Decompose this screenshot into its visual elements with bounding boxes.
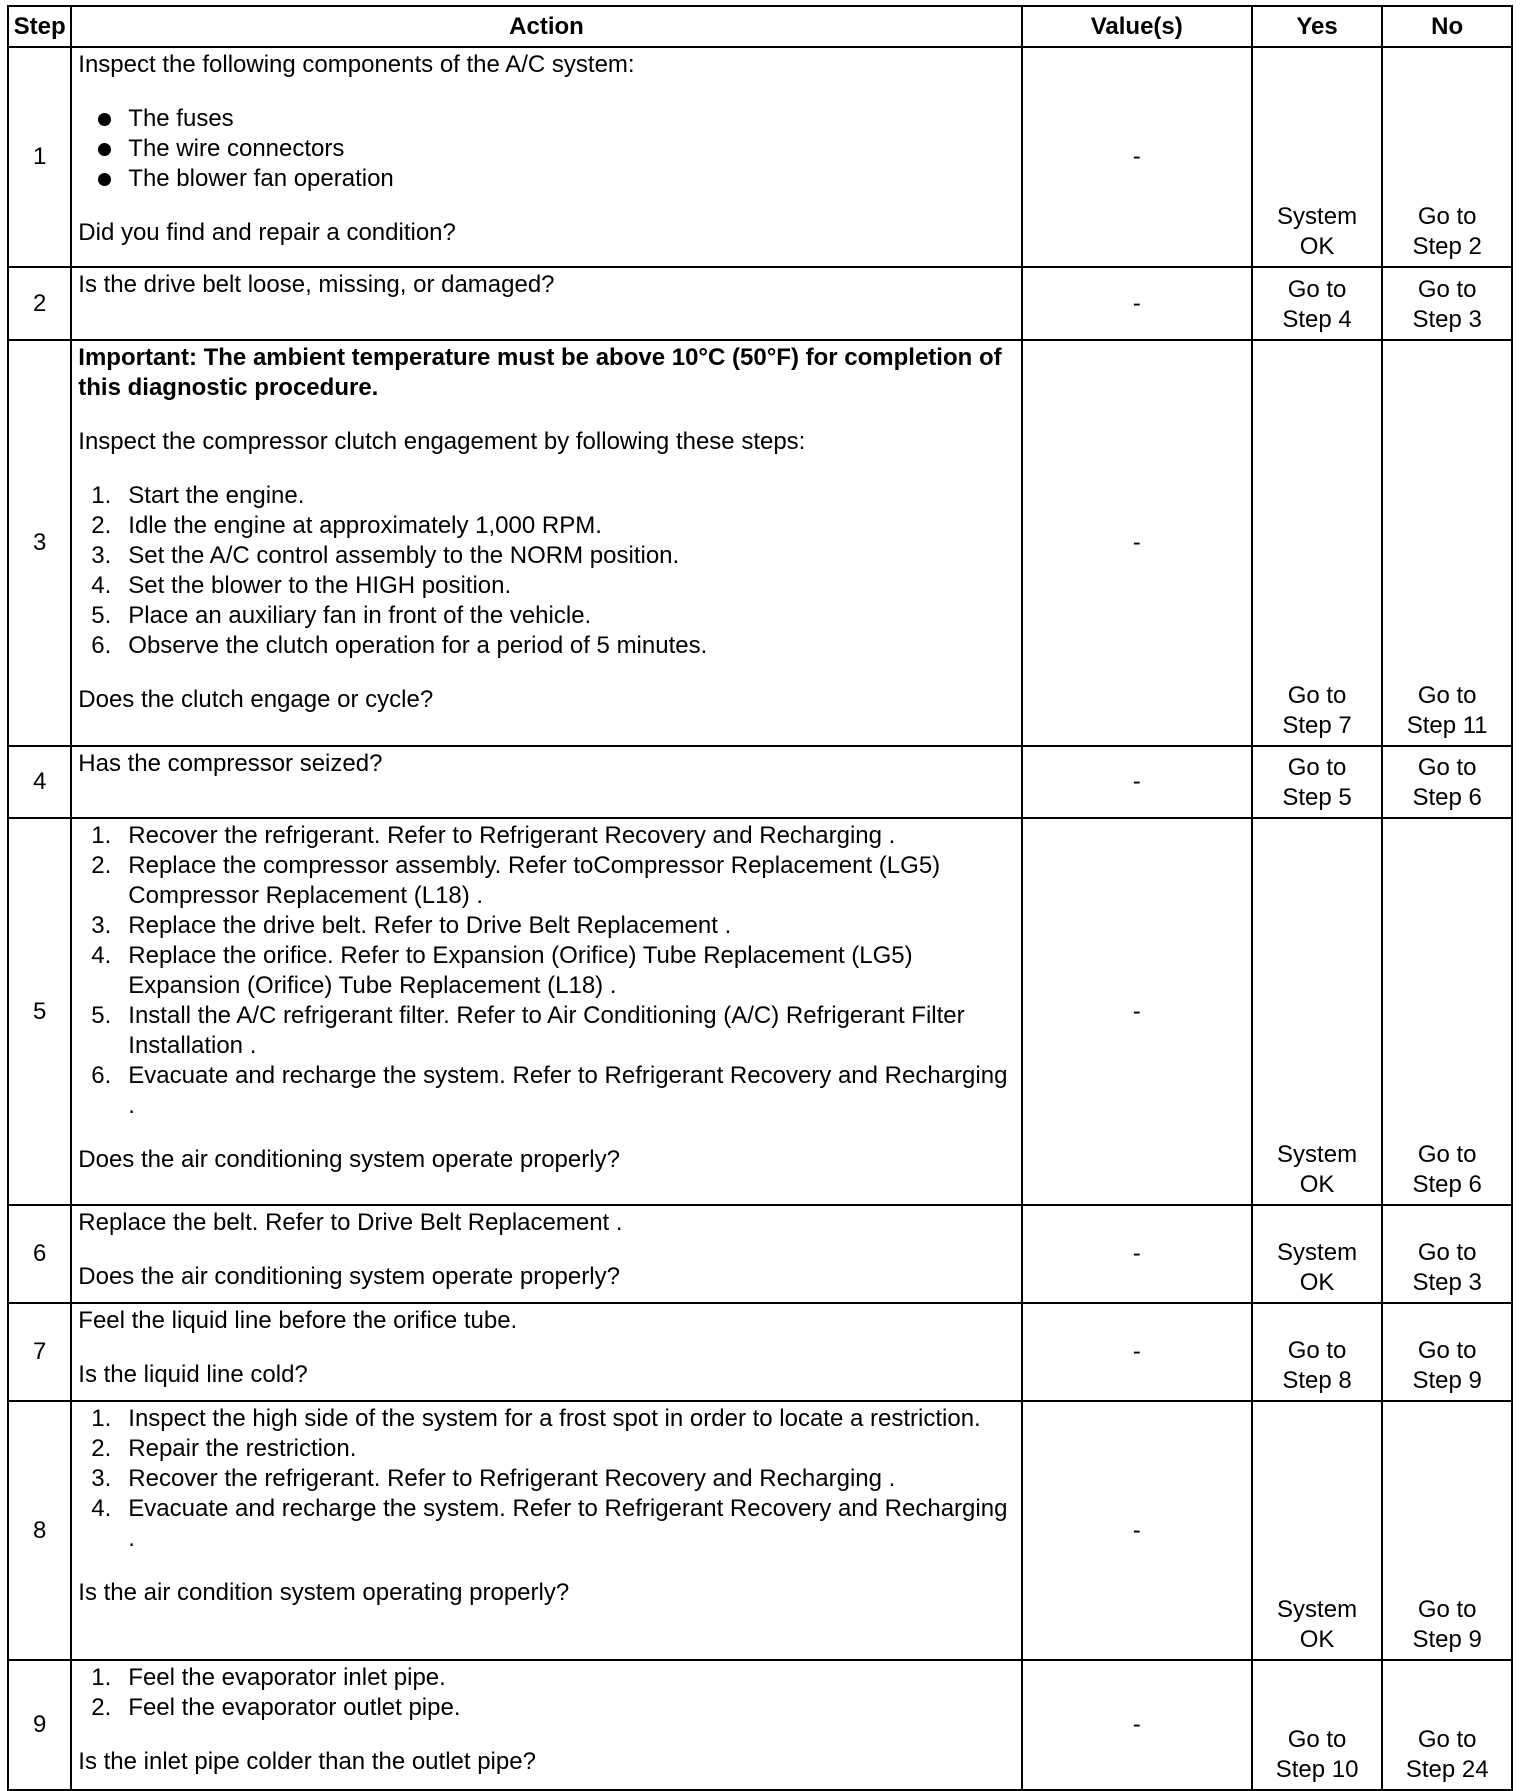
- table-row: [8, 340, 1512, 746]
- numbered-step: [78, 1663, 1010, 1693]
- step-index: 5.: [91, 1002, 112, 1029]
- yes-outcome: [1252, 47, 1383, 267]
- yes-outcome: [1252, 267, 1383, 340]
- action-cell: [71, 1205, 1021, 1303]
- step-text: Set the blower to the HIGH position.: [128, 572, 512, 599]
- no-outcome-line: Go to: [1417, 1596, 1477, 1623]
- no-outcome: [1382, 267, 1512, 340]
- no-outcome-line: Step 9: [1412, 1626, 1482, 1653]
- yes-outcome-line: Go to: [1287, 1337, 1347, 1364]
- no-outcome-line: Go to: [1417, 682, 1477, 709]
- step-number: 9: [8, 1660, 71, 1790]
- yes-outcome: [1252, 818, 1383, 1205]
- bullet-dot-icon: [98, 113, 111, 126]
- bullet-item: [78, 134, 1010, 164]
- no-outcome: [1382, 1303, 1512, 1401]
- step-number: 5: [8, 818, 71, 1205]
- no-outcome: [1382, 1205, 1512, 1303]
- table-row: [8, 818, 1512, 1205]
- action-cell: [71, 1303, 1021, 1401]
- no-outcome-line: Go to: [1417, 1239, 1477, 1266]
- table-row: [8, 1205, 1512, 1303]
- numbered-step: [78, 1693, 1010, 1723]
- step-index: 1.: [91, 1664, 112, 1691]
- step-text: Place an auxiliary fan in front of the vehicle.: [128, 602, 592, 629]
- step-text: Repair the restriction.: [128, 1435, 357, 1462]
- table-row: [8, 267, 1512, 340]
- numbered-step: [78, 1434, 1010, 1464]
- step-text: Idle the engine at approximately 1,000 RPM.: [128, 512, 602, 539]
- yes-outcome: [1252, 1401, 1383, 1660]
- action-cell: [71, 1401, 1021, 1660]
- no-outcome-line: Step 3: [1412, 1269, 1482, 1296]
- step-text: Install the A/C refrigerant filter. Refer to Air Conditioning (A/C) Refrigerant Filter Installation .: [128, 1002, 965, 1059]
- no-outcome-line: Step 24: [1405, 1756, 1489, 1783]
- bullet-dot-icon: [98, 173, 111, 186]
- yes-outcome-line: System: [1277, 1141, 1358, 1168]
- step-text: Evacuate and recharge the system. Refer to Refrigerant Recovery and Recharging .: [128, 1495, 1008, 1552]
- yes-outcome-line: Step 10: [1275, 1756, 1359, 1783]
- step-text: Evacuate and recharge the system. Refer to Refrigerant Recovery and Recharging .: [128, 1062, 1008, 1119]
- diagnostic-table: [7, 5, 1513, 1791]
- action-cell: [71, 746, 1021, 818]
- action-question: Is the drive belt loose, missing, or damaged?: [78, 271, 555, 298]
- action-question: Did you find and repair a condition?: [78, 219, 456, 246]
- no-outcome-line: Go to: [1417, 1337, 1477, 1364]
- numbered-step: [78, 1404, 1010, 1434]
- no-outcome-line: Go to: [1417, 203, 1477, 230]
- step-number: 1: [8, 47, 71, 267]
- action-cell: [71, 267, 1021, 340]
- step-index: 4.: [91, 1495, 112, 1522]
- numbered-step: [78, 1494, 1010, 1554]
- action-question: Does the air conditioning system operate properly?: [78, 1146, 620, 1173]
- no-outcome-line: Step 9: [1412, 1367, 1482, 1394]
- action-intro: Inspect the following components of the A/C system:: [78, 51, 635, 78]
- numbered-step: [78, 1464, 1010, 1494]
- step-index: 5.: [91, 602, 112, 629]
- step-text: Start the engine.: [128, 482, 305, 509]
- action-cell: [71, 47, 1021, 267]
- no-outcome-line: Step 6: [1412, 784, 1482, 811]
- yes-outcome-line: OK: [1299, 1171, 1335, 1198]
- numbered-step: [78, 911, 1010, 941]
- bullet-dot-icon: [98, 143, 111, 156]
- step-text: Replace the drive belt. Refer to Drive Belt Replacement .: [128, 912, 732, 939]
- step-index: 3.: [91, 542, 112, 569]
- table-row: [8, 1660, 1512, 1790]
- yes-outcome-line: OK: [1299, 1269, 1335, 1296]
- numbered-step: [78, 941, 1010, 1001]
- table-row: [8, 746, 1512, 818]
- step-index: 4.: [91, 942, 112, 969]
- no-outcome: [1382, 1401, 1512, 1660]
- spacer: [78, 457, 1010, 481]
- action-intro: Inspect the compressor clutch engagement by following these steps:: [78, 428, 806, 455]
- value-cell: -: [1022, 818, 1252, 1205]
- action-question: Is the air condition system operating properly?: [78, 1579, 570, 1606]
- value-cell: -: [1022, 1660, 1252, 1790]
- spacer: [78, 80, 1010, 104]
- numbered-step: [78, 511, 1010, 541]
- action-question: Is the inlet pipe colder than the outlet pipe?: [78, 1748, 536, 1775]
- step-index: 2.: [91, 852, 112, 879]
- action-cell: [71, 340, 1021, 746]
- numbered-step: [78, 601, 1010, 631]
- no-outcome: [1382, 1660, 1512, 1790]
- no-outcome-line: Step 2: [1412, 233, 1482, 260]
- step-text: Set the A/C control assembly to the NORM position.: [128, 542, 680, 569]
- numbered-steps: [78, 1663, 1010, 1723]
- yes-outcome-line: System: [1277, 1239, 1358, 1266]
- step-text: Feel the evaporator inlet pipe.: [128, 1664, 446, 1691]
- value-cell: -: [1022, 340, 1252, 746]
- bullet-text: The wire connectors: [128, 135, 345, 162]
- step-text: Recover the refrigerant. Refer to Refrigerant Recovery and Recharging .: [128, 1465, 896, 1492]
- spacer: [78, 661, 1010, 685]
- step-text: Feel the evaporator outlet pipe.: [128, 1694, 461, 1721]
- step-number: 6: [8, 1205, 71, 1303]
- step-index: 1.: [91, 482, 112, 509]
- header-values: Value(s): [1022, 6, 1252, 47]
- header-row: [8, 6, 1512, 47]
- numbered-step: [78, 481, 1010, 511]
- action-question: Does the air conditioning system operate properly?: [78, 1263, 620, 1290]
- action-intro: Feel the liquid line before the orifice tube.: [78, 1307, 518, 1334]
- yes-outcome-line: Go to: [1287, 1726, 1347, 1753]
- yes-outcome: [1252, 1660, 1383, 1790]
- numbered-step: [78, 541, 1010, 571]
- yes-outcome-line: Go to: [1287, 276, 1347, 303]
- step-index: 1.: [91, 1405, 112, 1432]
- no-outcome: [1382, 47, 1512, 267]
- yes-outcome: [1252, 1303, 1383, 1401]
- step-text: Replace the compressor assembly. Refer toCompressor Replacement (LG5) Compressor Replacement (L18) .: [128, 852, 941, 909]
- header-step: Step: [8, 6, 71, 47]
- yes-outcome-line: Step 4: [1282, 306, 1352, 333]
- no-outcome: [1382, 746, 1512, 818]
- step-index: 1.: [91, 822, 112, 849]
- step-index: 3.: [91, 1465, 112, 1492]
- bullet-text: The fuses: [128, 105, 234, 132]
- yes-outcome-line: OK: [1299, 1626, 1335, 1653]
- step-number: 8: [8, 1401, 71, 1660]
- spacer: [78, 194, 1010, 218]
- table-row: [8, 1303, 1512, 1401]
- important-note: Important: The ambient temperature must be above 10°C (50°F) for completion of this diagnostic procedure.: [78, 344, 1002, 401]
- yes-outcome-line: OK: [1299, 233, 1335, 260]
- bullet-item: [78, 104, 1010, 134]
- table-row: [8, 1401, 1512, 1660]
- value-cell: -: [1022, 1205, 1252, 1303]
- table-row: [8, 47, 1512, 267]
- numbered-steps: [78, 821, 1010, 1121]
- yes-outcome-line: System: [1277, 203, 1358, 230]
- yes-outcome-line: Go to: [1287, 754, 1347, 781]
- yes-outcome: [1252, 340, 1383, 746]
- step-text: Replace the orifice. Refer to Expansion (Orifice) Tube Replacement (LG5) Expansion (Orifice) Tube Replacement (L18) .: [128, 942, 913, 999]
- spacer: [78, 1723, 1010, 1747]
- step-number: 7: [8, 1303, 71, 1401]
- spacer: [78, 1121, 1010, 1145]
- no-outcome-line: Step 6: [1412, 1171, 1482, 1198]
- step-text: Observe the clutch operation for a period of 5 minutes.: [128, 632, 708, 659]
- bullet-list: [78, 104, 1010, 194]
- spacer: [78, 1336, 1010, 1360]
- step-index: 6.: [91, 632, 112, 659]
- header-yes: Yes: [1252, 6, 1383, 47]
- yes-outcome: [1252, 1205, 1383, 1303]
- action-question: Is the liquid line cold?: [78, 1361, 308, 1388]
- step-index: 2.: [91, 1435, 112, 1462]
- action-cell: [71, 1660, 1021, 1790]
- value-cell: -: [1022, 47, 1252, 267]
- spacer: [78, 1554, 1010, 1578]
- step-number: 2: [8, 267, 71, 340]
- value-cell: -: [1022, 1401, 1252, 1660]
- step-number: 3: [8, 340, 71, 746]
- header-action: Action: [71, 6, 1021, 47]
- spacer: [78, 1238, 1010, 1262]
- step-index: 4.: [91, 572, 112, 599]
- numbered-step: [78, 631, 1010, 661]
- no-outcome-line: Go to: [1417, 1141, 1477, 1168]
- bullet-item: [78, 164, 1010, 194]
- no-outcome: [1382, 340, 1512, 746]
- no-outcome-line: Go to: [1417, 1726, 1477, 1753]
- no-outcome-line: Go to: [1417, 276, 1477, 303]
- numbered-step: [78, 571, 1010, 601]
- no-outcome-line: Step 11: [1406, 712, 1488, 739]
- numbered-step: [78, 821, 1010, 851]
- step-index: 2.: [91, 512, 112, 539]
- numbered-step: [78, 1001, 1010, 1061]
- value-cell: -: [1022, 1303, 1252, 1401]
- step-index: 2.: [91, 1694, 112, 1721]
- numbered-steps: [78, 481, 1010, 661]
- action-question: Does the clutch engage or cycle?: [78, 686, 434, 713]
- header-no: No: [1382, 6, 1512, 47]
- bullet-text: The blower fan operation: [128, 165, 394, 192]
- step-text: Recover the refrigerant. Refer to Refrigerant Recovery and Recharging .: [128, 822, 896, 849]
- action-intro: Replace the belt. Refer to Drive Belt Replacement .: [78, 1209, 623, 1236]
- step-index: 6.: [91, 1062, 112, 1089]
- no-outcome-line: Go to: [1417, 754, 1477, 781]
- no-outcome: [1382, 818, 1512, 1205]
- action-question: Has the compressor seized?: [78, 750, 383, 777]
- step-text: Inspect the high side of the system for a frost spot in order to locate a restriction.: [128, 1405, 981, 1432]
- yes-outcome-line: Step 8: [1282, 1367, 1352, 1394]
- yes-outcome-line: System: [1277, 1596, 1358, 1623]
- numbered-step: [78, 1061, 1010, 1121]
- numbered-steps: [78, 1404, 1010, 1554]
- step-index: 3.: [91, 912, 112, 939]
- no-outcome-line: Step 3: [1412, 306, 1482, 333]
- value-cell: -: [1022, 746, 1252, 818]
- table-body: [8, 47, 1512, 1790]
- action-cell: [71, 818, 1021, 1205]
- yes-outcome-line: Go to: [1287, 682, 1347, 709]
- yes-outcome-line: Step 7: [1282, 712, 1352, 739]
- yes-outcome-line: Step 5: [1282, 784, 1352, 811]
- yes-outcome: [1252, 746, 1383, 818]
- step-number: 4: [8, 746, 71, 818]
- spacer: [78, 403, 1010, 427]
- value-cell: -: [1022, 267, 1252, 340]
- numbered-step: [78, 851, 1010, 911]
